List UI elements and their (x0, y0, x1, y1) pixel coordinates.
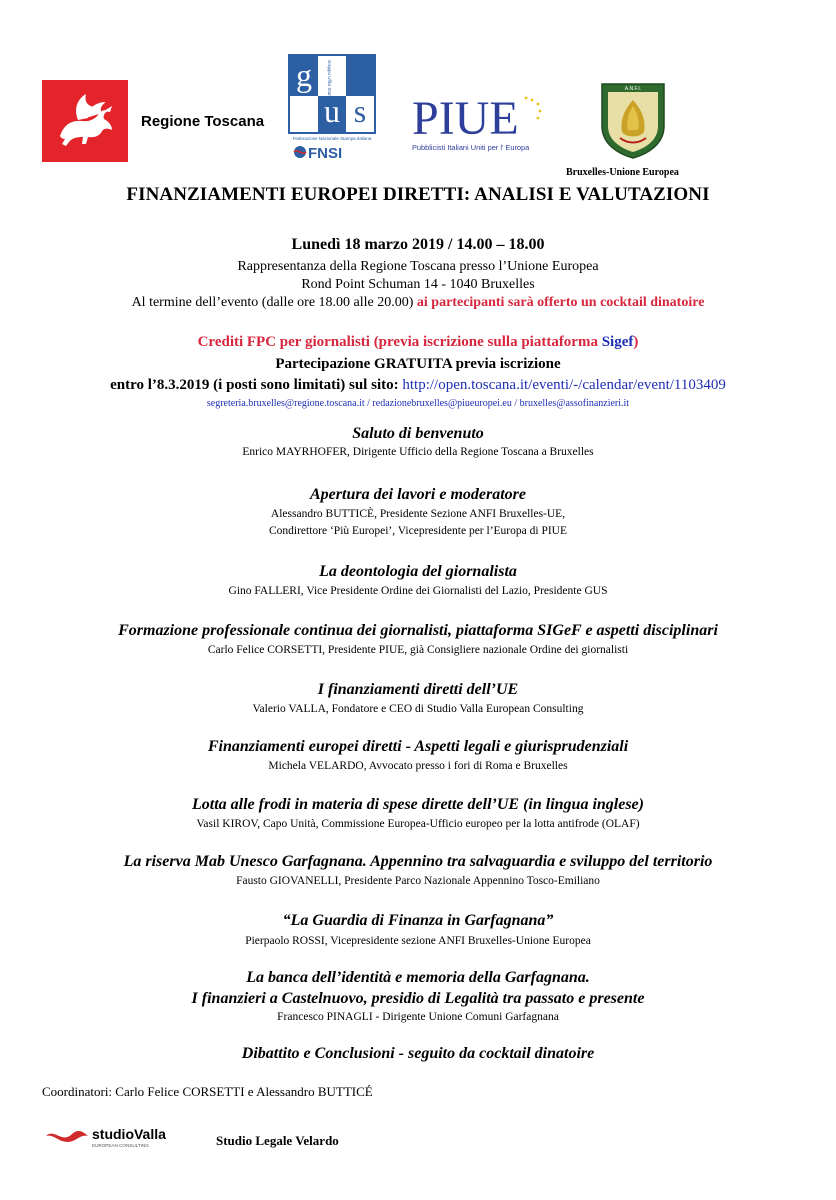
fnsi-text: FNSI (308, 145, 343, 160)
pegasus-icon (42, 80, 128, 162)
program-title-1: Saluto di benvenuto (352, 425, 484, 442)
program-speaker-7: Vasil KIROV, Capo Unità, Commissione Europea-Ufficio europeo per la lotta antifrode (OLAF) (196, 818, 640, 830)
studiovalla-text: studioValla (92, 1126, 166, 1142)
event-address: Rond Point Schuman 14 - 1040 Bruxelles (301, 277, 535, 292)
regione-toscana-logo (42, 80, 128, 162)
program-title-7: Lotta alle frodi in materia di spese dirette dell’UE (in lingua inglese) (192, 796, 644, 813)
offer-prefix: Al termine dell’evento (dalle ore 18.00 alle 20.00) (131, 295, 417, 310)
deadline-text: entro l’8.3.2019 (i posti sono limitati) sul sito: (110, 377, 403, 393)
program-title-9: “La Guardia di Finanza in Garfagnana” (282, 912, 554, 929)
program-title-8: La riserva Mab Unesco Garfagnana. Appennino tra salvaguardia e sviluppo del territorio (123, 853, 713, 870)
event-date: Lunedì 18 marzo 2019 / 14.00 – 18.00 (291, 236, 545, 253)
program-title-11: Dibattito e Conclusioni - seguito da cocktail dinatoire (241, 1045, 595, 1062)
gus-side-text: Gruppo Uffici Stampa (327, 60, 332, 103)
program-title-10a: La banca dell’identità e memoria della Garfagnana. (246, 969, 590, 986)
program-title-4: Formazione professionale continua dei giornalisti, piattaforma SIGeF e aspetti disciplinari (118, 622, 718, 639)
credits-prefix: Crediti FPC per giornalisti (previa iscrizione sulla piattaforma (197, 334, 602, 350)
program-title-6: Finanziamenti europei diretti - Aspetti legali e giurisprudenziali (207, 738, 629, 755)
credits-suffix: ) (633, 334, 639, 350)
gus-fnsi-logo (288, 54, 378, 160)
program-title-2: Apertura dei lavori e moderatore (310, 486, 526, 503)
studiovalla-sub: EUROPEAN CONSULTING (92, 1143, 149, 1148)
program-speaker-4: Carlo Felice CORSETTI, Presidente PIUE, già Consigliere nazionale Ordine dei giornalisti (207, 644, 629, 656)
program-speaker-5: Valerio VALLA, Fondatore e CEO di Studio Valla European Consulting (252, 703, 584, 715)
program-speaker-2b: Condirettore ‘Più Europei’, Vicepresidente per l’Europa di PIUE (268, 525, 567, 537)
gus-subtext: Federazione Nazionale Stampa Italiana (292, 136, 372, 141)
program-speaker-10: Francesco PINAGLI - Dirigente Unione Comuni Garfagnana (277, 1011, 559, 1023)
studio-velardo-label: Studio Legale Velardo (216, 1133, 339, 1148)
participation-text: Partecipazione GRATUITA previa iscrizione (275, 356, 561, 372)
page-title: FINANZIAMENTI EUROPEI DIRETTI: ANALISI E VALUTAZIONI (126, 184, 710, 205)
coordinators: Coordinatori: Carlo Felice CORSETTI e Alessandro BUTTICÉ (42, 1084, 373, 1099)
event-offer (0, 295, 836, 311)
fpc-credits (0, 334, 836, 351)
gus-letter-g: g (296, 57, 312, 93)
gus-letter-u: u (324, 93, 340, 129)
sigef-link[interactable]: Sigef (601, 334, 634, 350)
piue-logo (410, 92, 546, 154)
event-venue: Rappresentanza della Regione Toscana presso l’Unione Europea (237, 259, 599, 274)
contact-emails[interactable]: segreteria.bruxelles@regione.toscana.it / redazionebruxelles@piueuropei.eu / bruxelles@assofinanzieri.it (206, 398, 630, 409)
program-title-5: I finanziamenti diretti dell’UE (317, 681, 519, 698)
program-speaker-6: Michela VELARDO, Avvocato presso i fori di Roma e Bruxelles (268, 760, 568, 772)
piue-text: PIUE (412, 92, 519, 145)
registration-deadline (0, 377, 836, 394)
regione-toscana-label: Regione Toscana (141, 113, 265, 130)
registration-url[interactable]: http://open.toscana.it/eventi/-/calendar/event/1103409 (402, 377, 726, 393)
anfi-label: Bruxelles-Unione Europea (566, 167, 679, 178)
program-speaker-3: Gino FALLERI, Vice Presidente Ordine dei Giornalisti del Lazio, Presidente GUS (228, 585, 608, 597)
program-speaker-8: Fausto GIOVANELLI, Presidente Parco Nazionale Appennino Tosco-Emiliano (236, 875, 600, 887)
program-title-10b: I finanzieri a Castelnuovo, presidio di Legalità tra passato e presente (191, 990, 645, 1007)
piue-subtext: Pubblicisti Italiani Uniti per l' Europa (412, 143, 530, 152)
offer-highlight: ai partecipanti sarà offerto un cocktail dinatoire (416, 295, 705, 310)
program-title-3: La deontologia del giornalista (319, 563, 517, 580)
program-speaker-9: Pierpaolo ROSSI, Vicepresidente sezione ANFI Bruxelles-Unione Europea (245, 935, 591, 947)
anfi-top-text: A.N.F.I. (624, 86, 642, 92)
anfi-logo (598, 82, 668, 160)
studio-valla-logo (44, 1124, 200, 1148)
program-speaker-2a: Alessandro BUTTICÈ, Presidente Sezione ANFI Bruxelles-UE, (270, 508, 566, 520)
gus-letter-s: s (353, 93, 367, 129)
program-speaker-1: Enrico MAYRHOFER, Dirigente Ufficio della Regione Toscana a Bruxelles (242, 446, 594, 458)
